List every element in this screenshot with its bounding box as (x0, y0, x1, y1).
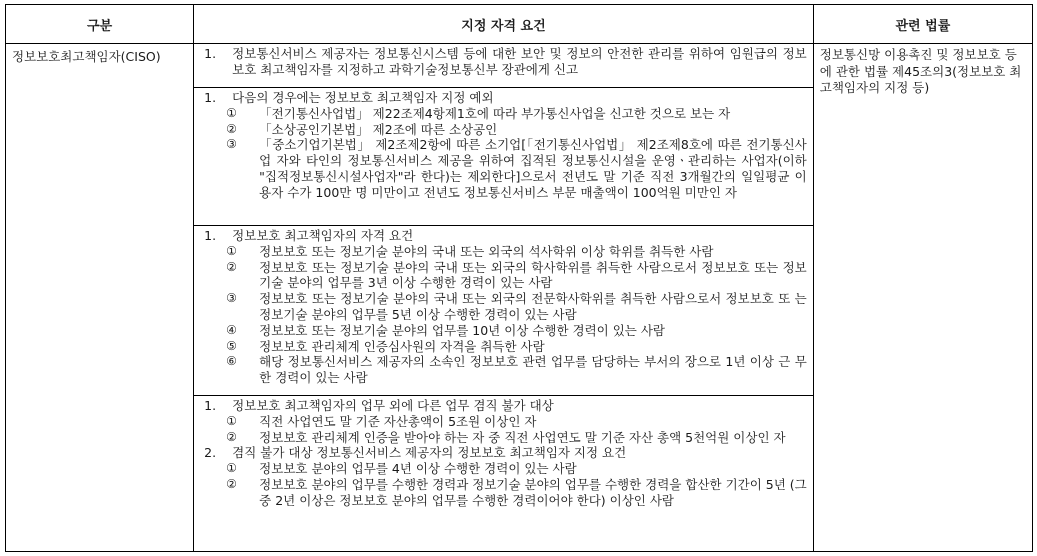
table-row (6, 44, 1033, 88)
item-text: 정보보호 최고책임자의 자격 요건 (232, 228, 414, 243)
item-text: 정보보호 최고책임자의 업무 외에 다른 업무 겸직 불가 대상 (232, 398, 554, 413)
item-text: 다음의 경우에는 정보보호 최고책임자 지정 예외 (232, 90, 494, 105)
sub-item-text: 정보보호 분야의 업무를 수행한 경력과 정보기술 분야의 업무를 수행한 경력을 합산한 기간이 5년 (그 중 2년 이상은 정보보호 분야의 업무를 수행한 경력이어야 한다) 이상인 사람 (259, 476, 807, 508)
sub-item-text: 정보보호 또는 정보기술 분야의 업무를 10년 이상 수행한 경력이 있는 사람 (259, 322, 665, 338)
sub-item-text: 「전기통신사업법」 제22조제4항제1호에 따라 부가통신사업을 신고한 것으로 보는 자 (259, 105, 731, 121)
sub-item (200, 414, 807, 430)
numbered-item (200, 228, 807, 244)
circled-number: ③ (226, 291, 237, 306)
circled-number: ② (226, 476, 237, 491)
sub-item (200, 323, 807, 339)
item-number: 1. (204, 398, 217, 413)
sub-item-text: 정보보호 관리체계 인증을 받아야 하는 자 중 직전 사업연도 말 기준 자산 총액 5천억원 이상인 자 (259, 429, 786, 445)
sub-item (200, 291, 807, 323)
numbered-item (200, 398, 807, 414)
sub-item-text: 「중소기업기본법」 제2조제2항에 따른 소기업[「전기통신사업법」 제2조제8호에 따른 전기통신사업 자와 타인의 정보통신서비스 제공을 위하여 집적된 정보통신시설을 운영ㆍ관리하는 사업자(이하 "집적정보통신시설사업자"라 한다)는 제외한다]으로서 전년도 말 기준 직전 3개월간의 일일평균 이 용자 수가 100만 명 미만이고 전년도 정보통신서비스 부문 매출액이 100억원 미만인 자 (259, 137, 807, 200)
circled-number: ① (226, 243, 237, 258)
item-number: 1. (204, 228, 217, 243)
sub-item-text: 해당 정보통신서비스 제공자의 소속인 정보보호 관련 업무를 담당하는 부서의 장으로 1년 이상 근 무한 경력이 있는 사람 (259, 354, 807, 386)
sub-item-text: 정보보호 또는 정보기술 분야의 국내 또는 외국의 학사학위를 취득한 사람으로서 정보보호 또는 정보기술 분야의 업무를 3년 이상 수행한 경력이 있는 사람 (259, 259, 807, 291)
ciso-requirements-table (5, 4, 1033, 552)
circled-number: ① (226, 461, 237, 476)
sub-item (200, 122, 807, 138)
sub-item-text: 정보보호 분야의 업무를 4년 이상 수행한 경력이 있는 사람 (259, 461, 577, 477)
requirement-block-4 (194, 396, 814, 552)
sub-item (200, 339, 807, 355)
item-text: 정보통신서비스 제공자는 정보통신시스템 등에 대한 보안 및 정보의 안전한 관리를 위하여 임원급의 정보보호 최고책임자를 지정하고 과학기술정보통신부 장관에게 신고 (232, 46, 807, 77)
sub-item-text: 직전 사업연도 말 기준 자산총액이 5조원 이상인 자 (259, 413, 537, 429)
sub-item (200, 106, 807, 122)
category-cell: 정보보호최고책임자(CISO) (6, 44, 194, 552)
sub-item (200, 244, 807, 260)
sub-item (200, 477, 807, 509)
numbered-item (200, 445, 807, 461)
law-cell: 정보통신망 이용촉진 및 정보보호 등에 관한 법률 제45조의3(정보보호 최고책임자의 지정 등) (813, 44, 1032, 552)
numbered-item (200, 90, 807, 106)
sub-item (200, 430, 807, 446)
circled-number: ① (226, 413, 237, 428)
header-requirements: 지정 자격 요건 (194, 5, 814, 44)
item-number: 2. (204, 445, 217, 461)
circled-number: ① (226, 105, 237, 120)
sub-item-text: 정보보호 관리체계 인증심사원의 자격을 취득한 사람 (259, 338, 545, 354)
numbered-item (200, 46, 807, 78)
item-number: 1. (204, 90, 217, 105)
circled-number: ③ (226, 137, 237, 152)
circled-number: ④ (226, 322, 237, 337)
circled-number: ⑤ (226, 338, 237, 353)
sub-item (200, 260, 807, 292)
header-category: 구분 (6, 5, 194, 44)
requirement-block-2 (194, 88, 814, 226)
circled-number: ② (226, 121, 237, 136)
sub-item-text: 정보보호 또는 정보기술 분야의 국내 또는 외국의 전문학사학위를 취득한 사람으로서 정보보호 또 는 정보기술 분야의 업무를 5년 이상 수행한 경력이 있는 사람 (259, 291, 807, 322)
sub-item-text: 「소상공인기본법」 제2조에 따른 소상공인 (259, 121, 498, 137)
requirement-block-1 (194, 44, 814, 88)
table-header-row (6, 5, 1033, 44)
requirement-block-3 (194, 226, 814, 396)
circled-number: ⑥ (226, 354, 237, 369)
circled-number: ② (226, 429, 237, 444)
sub-item (200, 354, 807, 386)
header-law: 관련 법률 (813, 5, 1032, 44)
sub-item (200, 137, 807, 200)
sub-item-text: 정보보호 또는 정보기술 분야의 국내 또는 외국의 석사학위 이상 학위를 취득한 사람 (259, 243, 714, 259)
sub-item (200, 461, 807, 477)
circled-number: ② (226, 259, 237, 274)
item-number: 1. (204, 46, 217, 61)
item-text: 겸직 불가 대상 정보통신서비스 제공자의 정보보호 최고책임자 지정 요건 (232, 445, 627, 461)
